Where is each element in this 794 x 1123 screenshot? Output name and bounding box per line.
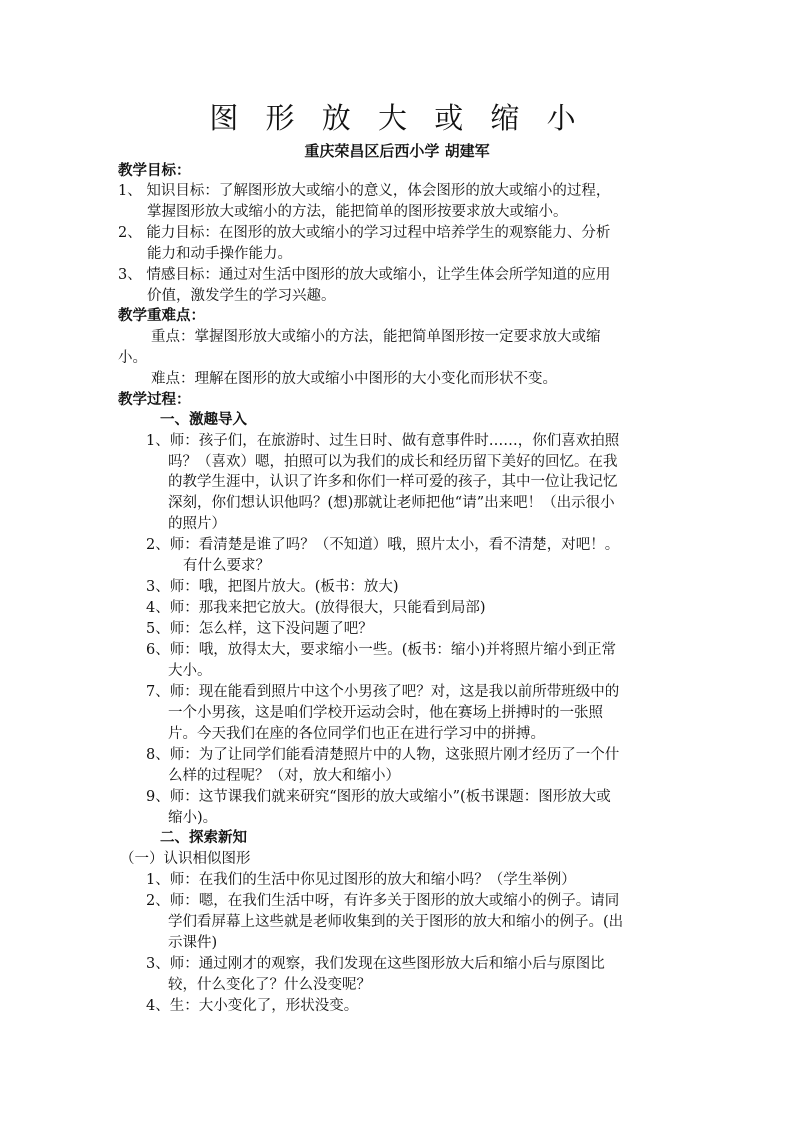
step-line: 缩小)。 <box>168 810 218 826</box>
author-line: 重庆荣昌区后西小学 胡建军 <box>304 142 490 160</box>
step-line: 2、师：看清楚是谁了吗？（不知道）哦，照片太小，看不清楚，对吧！。 <box>146 537 620 553</box>
step-line: 5、师：怎么样，这下没问题了吧？ <box>146 621 373 637</box>
objective-line: 1、 知识目标：了解图形放大或缩小的意义，体会图形的放大或缩小的过程， <box>118 183 611 199</box>
difficult-point-line: 难点：理解在图形的放大或缩小中图形的大小变化而形状不变。 <box>151 371 557 387</box>
step-line: 6、师：哦，放得太大，要求缩小一些。(板书：缩小)并将照片缩小到正常 <box>146 642 617 658</box>
key-point-line: 重点：掌握图形放大或缩小的方法，能把简单图形按一定要求放大或缩 <box>151 329 601 345</box>
subsection-heading: （一）认识相似图形 <box>120 851 251 867</box>
step-line: 一个小男孩，这是咱们学校开运动会时，他在赛场上拼搏时的一张照 <box>168 705 603 721</box>
step-line: 大小。 <box>168 663 212 679</box>
step-line: 3、师：通过刚才的观察，我们发现在这些图形放大后和缩小后与原图比 <box>146 956 605 972</box>
step-line: 4、师：那我来把它放大。(放得很大，只能看到局部) <box>146 600 486 616</box>
step-line: 有什么要求？ <box>183 558 270 574</box>
step-line: 吗？（喜欢）嗯，拍照可以为我们的成长和经历留下美好的回忆。在我 <box>168 454 618 470</box>
objective-line: 能力和动手操作能力。 <box>147 246 292 262</box>
page-title: 图 形 放 大 或 缩 小 <box>209 101 585 135</box>
step-line: 的教学生涯中，认识了许多和你们一样可爱的孩子，其中一位让我记忆 <box>168 474 618 490</box>
step-line: 4、生：大小变化了，形状没变。 <box>146 998 359 1014</box>
step-line: 9、师：这节课我们就来研究“图形的放大或缩小”(板书课题：图形放大或 <box>146 789 611 805</box>
step-line: 较，什么变化了？什么没变呢？ <box>168 977 371 993</box>
step-line: 1、师：在我们的生活中你见过图形的放大和缩小吗？（学生举例） <box>146 872 576 888</box>
step-line: 的照片） <box>168 516 226 532</box>
objective-line: 掌握图形放大或缩小的方法，能把简单的图形按要求放大或缩小。 <box>147 204 568 220</box>
key-point-line: 小。 <box>118 350 147 366</box>
section-heading: 二、探索新知 <box>160 829 247 846</box>
step-line: 片。今天我们在座的各位同学们也正在进行学习中的拼搏。 <box>168 726 545 742</box>
step-line: 2、师：嗯，在我们生活中呀，有许多关于图形的放大或缩小的例子。请同 <box>146 893 620 909</box>
step-line: 示课件) <box>168 935 218 951</box>
keypoints-heading: 教学重难点： <box>118 307 205 324</box>
step-line: 1、师：孩子们，在旅游时、过生日时、做有意事件时……，你们喜欢拍照 <box>146 433 620 449</box>
step-line: 8、师：为了让同学们能看清楚照片中的人物，这张照片刚才经历了一个什 <box>146 747 620 763</box>
objective-line: 3、 情感目标：通过对生活中图形的放大或缩小，让学生体会所学知道的应用 <box>118 267 611 283</box>
section-heading: 一、激趣导入 <box>160 411 247 428</box>
step-line: 学们看屏幕上这些就是老师收集到的关于图形的放大和缩小的例子。(出 <box>168 914 624 930</box>
objective-line: 价值，激发学生的学习兴趣。 <box>147 288 336 304</box>
objectives-heading: 教学目标： <box>118 162 191 179</box>
step-line: 7、师：现在能看到照片中这个小男孩了吧？对，这是我以前所带班级中的 <box>146 684 620 700</box>
step-line: 3、师：哦，把图片放大。(板书：放大) <box>146 579 399 595</box>
step-line: 么样的过程呢？（对，放大和缩小） <box>168 768 400 784</box>
objective-line: 2、 能力目标：在图形的放大或缩小的学习过程中培养学生的观察能力、分析 <box>118 225 611 241</box>
process-heading: 教学过程： <box>118 391 191 408</box>
step-line: 深刻，你们想认识他吗？(想)那就让老师把他“请”出来吧！（出示很小 <box>168 495 615 511</box>
